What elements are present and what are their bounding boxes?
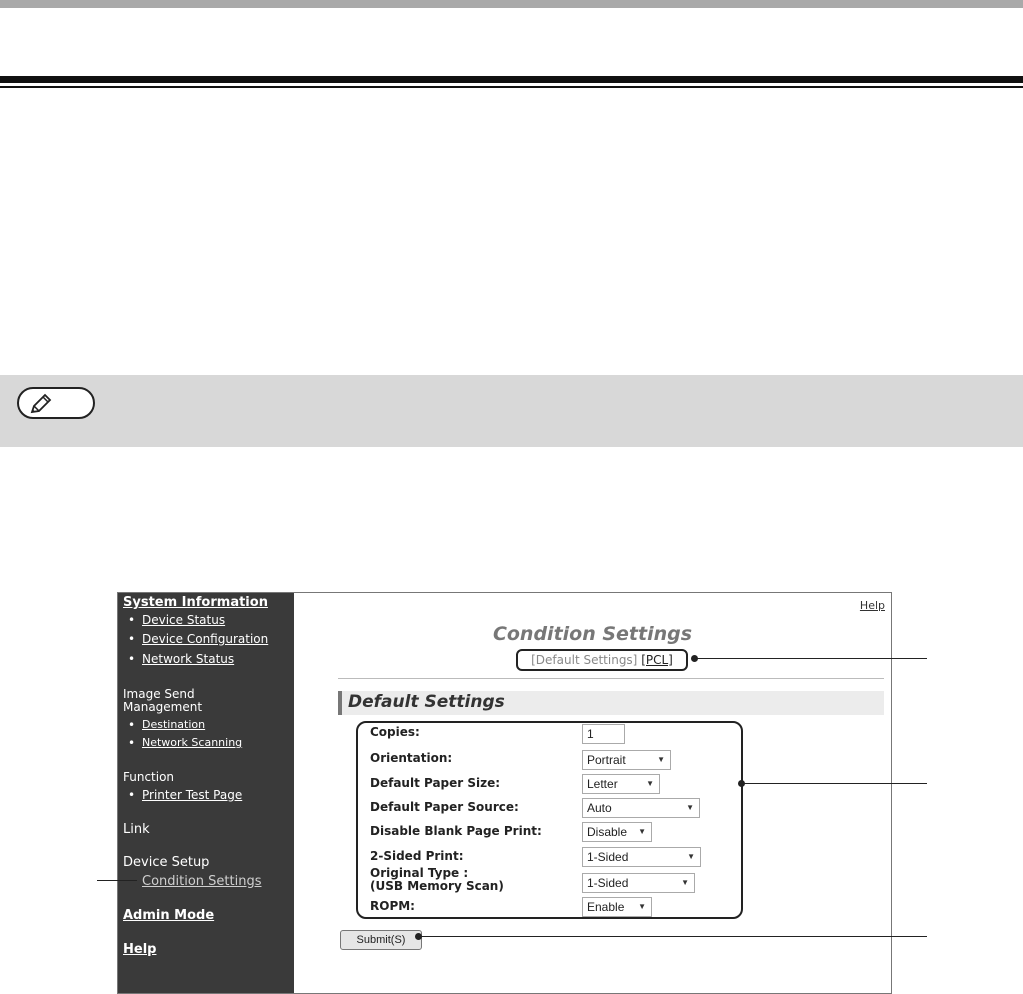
paper-size-select[interactable] (582, 774, 660, 794)
two-sided-value: 1-Sided (587, 850, 629, 864)
callout-line-submit (419, 936, 927, 937)
main-content (294, 593, 891, 993)
label-original-type: Original Type : (370, 866, 469, 880)
label-copies: Copies: (370, 725, 420, 739)
original-type-value: 1-Sided (587, 876, 629, 890)
sidebar-item-network-scanning[interactable]: Network Scanning (142, 736, 243, 749)
paper-source-value: Auto (587, 801, 612, 815)
section-title: Default Settings (348, 692, 505, 712)
subnav-pcl[interactable]: [PCL] (641, 653, 673, 667)
callout-dot-submit (415, 933, 422, 940)
chevron-down-icon: ▼ (686, 803, 694, 812)
note-band (0, 375, 1023, 447)
note-badge (17, 387, 95, 419)
callout-line-condition-settings (97, 880, 137, 881)
divider (338, 678, 884, 679)
label-ropm: ROPM: (370, 899, 415, 913)
sidebar-system-information[interactable]: System Information (123, 595, 268, 610)
bullet: • (128, 632, 136, 646)
sidebar-image-send-management-2: Management (123, 700, 203, 714)
original-type-select[interactable] (582, 873, 695, 893)
callout-dot-settings (738, 780, 745, 787)
copies-input[interactable] (582, 724, 625, 744)
sidebar-item-destination[interactable]: Destination (142, 718, 206, 731)
label-2-sided-print: 2-Sided Print: (370, 849, 464, 863)
label-disable-blank-page-print: Disable Blank Page Print: (370, 824, 542, 838)
header-rule-thick (0, 76, 1023, 83)
blank-page-value: Disable (587, 825, 628, 839)
label-orientation: Orientation: (370, 751, 453, 765)
sidebar (118, 593, 294, 993)
bullet: • (128, 613, 136, 627)
subnav-default-settings[interactable]: [Default Settings] (531, 653, 638, 667)
ropm-value: Enable (587, 900, 625, 914)
bullet: • (128, 788, 136, 802)
chevron-down-icon: ▼ (638, 827, 646, 836)
section-header (338, 691, 884, 715)
paper-size-value: Letter (587, 777, 618, 791)
sidebar-link: Link (123, 822, 150, 837)
page-title: Condition Settings (492, 623, 693, 645)
chevron-down-icon: ▼ (681, 878, 689, 887)
browser-screenshot (117, 592, 892, 994)
settings-subnav (516, 649, 688, 671)
orientation-select[interactable] (582, 750, 671, 770)
sidebar-device-setup: Device Setup (123, 855, 210, 870)
help-link[interactable]: Help (859, 599, 885, 612)
bullet: • (128, 652, 136, 666)
blank-page-select[interactable] (582, 822, 652, 842)
label-default-paper-size: Default Paper Size: (370, 776, 501, 790)
bullet: • (128, 718, 136, 732)
chevron-down-icon: ▼ (687, 852, 695, 861)
orientation-value: Portrait (587, 753, 626, 767)
callout-dot-subnav (691, 655, 698, 662)
copies-value: 1 (587, 727, 594, 741)
sidebar-image-send-management: Image Send (123, 687, 195, 701)
sidebar-item-device-status[interactable]: Device Status (142, 613, 226, 627)
paper-source-select[interactable] (582, 798, 700, 818)
sidebar-item-network-status[interactable]: Network Status (142, 652, 235, 666)
settings-form (356, 721, 743, 919)
sidebar-item-condition-settings[interactable]: Condition Settings (142, 874, 262, 889)
submit-button[interactable]: Submit(S) (340, 930, 422, 950)
label-default-paper-source: Default Paper Source: (370, 800, 519, 814)
bullet: • (128, 736, 136, 750)
callout-line-settings (742, 783, 927, 784)
ropm-select[interactable] (582, 897, 652, 917)
header-rule-thin (0, 86, 1023, 88)
sidebar-item-printer-test-page[interactable]: Printer Test Page (142, 788, 243, 802)
label-usb-memory-scan: (USB Memory Scan) (370, 879, 504, 893)
two-sided-select[interactable] (582, 847, 701, 867)
sidebar-admin-mode[interactable]: Admin Mode (123, 908, 215, 923)
sidebar-function: Function (123, 770, 175, 784)
sidebar-help[interactable]: Help (123, 942, 157, 957)
sidebar-item-device-configuration[interactable]: Device Configuration (142, 632, 269, 646)
chevron-down-icon: ▼ (638, 902, 646, 911)
callout-line-subnav (695, 658, 927, 659)
chevron-down-icon: ▼ (657, 755, 665, 764)
chevron-down-icon: ▼ (646, 779, 654, 788)
top-gray-bar (0, 0, 1023, 8)
pencil-icon (29, 393, 53, 415)
